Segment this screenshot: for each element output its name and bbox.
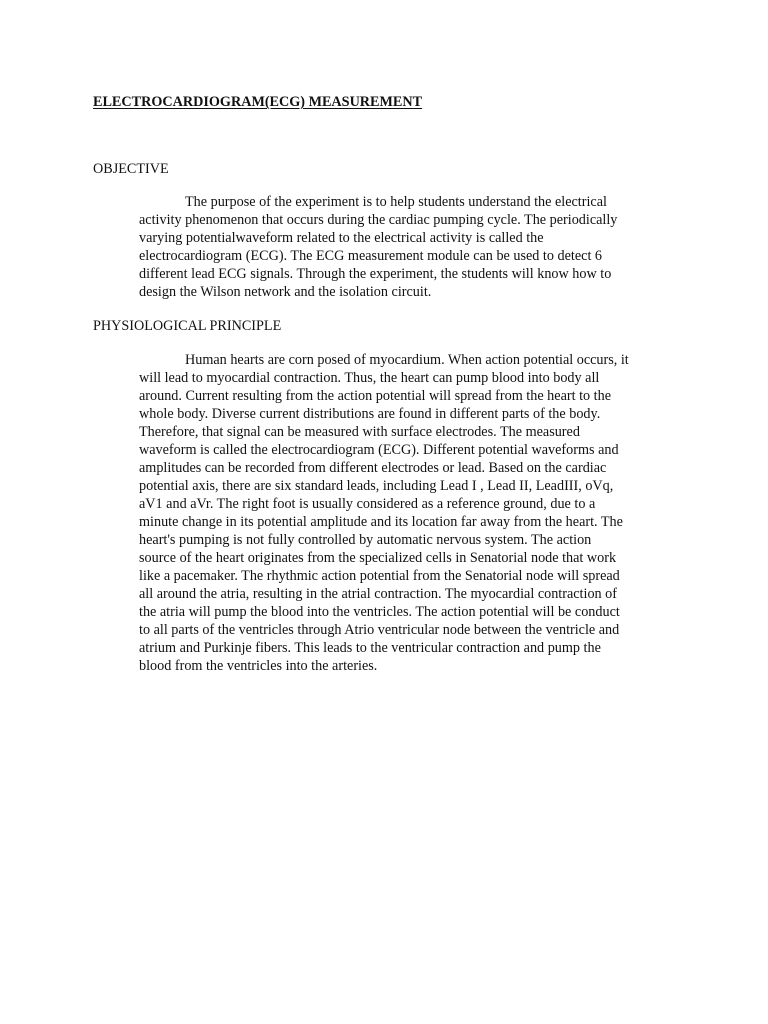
paragraph-line: activity phenomenon that occurs during the cardiac pumping cycle. The periodically [139, 212, 618, 228]
paragraph-line: the atria will pump the blood into the ventricles. The action potential will be conduct [139, 604, 620, 620]
paragraph-line: varying potentialwaveform related to the electrical activity is called the [139, 230, 544, 246]
document-title: ELECTROCARDIOGRAM(ECG) MEASUREMENT [93, 94, 423, 110]
paragraph-line: amplitudes can be recorded from different electrodes or lead. Based on the cardiac [139, 460, 607, 476]
paragraph-line: design the Wilson network and the isolation circuit. [139, 284, 432, 300]
paragraph-line: around. Current resulting from the action potential will spread from the heart to the [139, 388, 611, 404]
paragraph-line: aV1 and aVr. The right foot is usually considered as a reference ground, due to a [139, 496, 596, 512]
paragraph-line: minute change in its potential amplitude and its location far away from the heart. The [139, 514, 623, 530]
paragraph-line: will lead to myocardial contraction. Thus, the heart can pump blood into body all [139, 370, 600, 386]
section-heading-objective: OBJECTIVE [93, 161, 169, 177]
paragraph-line: whole body. Diverse current distributions are found in different parts of the body. [139, 406, 601, 422]
paragraph-line: Human hearts are corn posed of myocardium. When action potential occurs, it [185, 352, 629, 368]
paragraph-line: potential axis, there are six standard leads, including Lead I , Lead II, LeadIII, oVq, [139, 478, 614, 494]
paragraph-line: Therefore, that signal can be measured with surface electrodes. The measured [139, 424, 580, 440]
objective-paragraph [139, 193, 679, 301]
physiological-principle-paragraph [139, 351, 679, 675]
section-heading-physiological-principle: PHYSIOLOGICAL PRINCIPLE [93, 318, 282, 334]
paragraph-line: The purpose of the experiment is to help students understand the electrical [185, 194, 607, 210]
paragraph-line: source of the heart originates from the specialized cells in Senatorial node that work [139, 550, 617, 566]
paragraph-line: different lead ECG signals. Through the experiment, the students will know how to [139, 266, 612, 282]
paragraph-line: heart's pumping is not fully controlled by automatic nervous system. The action [139, 532, 592, 548]
paragraph-line: blood from the ventricles into the arteries. [139, 658, 378, 674]
paragraph-line: electrocardiogram (ECG). The ECG measurement module can be used to detect 6 [139, 248, 603, 264]
paragraph-line: like a pacemaker. The rhythmic action potential from the Senatorial node will spread [139, 568, 620, 584]
paragraph-line: all around the atria, resulting in the atrial contraction. The myocardial contraction of [139, 586, 617, 602]
paragraph-line: waveform is called the electrocardiogram (ECG). Different potential waveforms and [139, 442, 619, 458]
paragraph-line: atrium and Purkinje fibers. This leads to the ventricular contraction and pump the [139, 640, 601, 656]
paragraph-line: to all parts of the ventricles through Atrio ventricular node between the ventricle and [139, 622, 620, 638]
